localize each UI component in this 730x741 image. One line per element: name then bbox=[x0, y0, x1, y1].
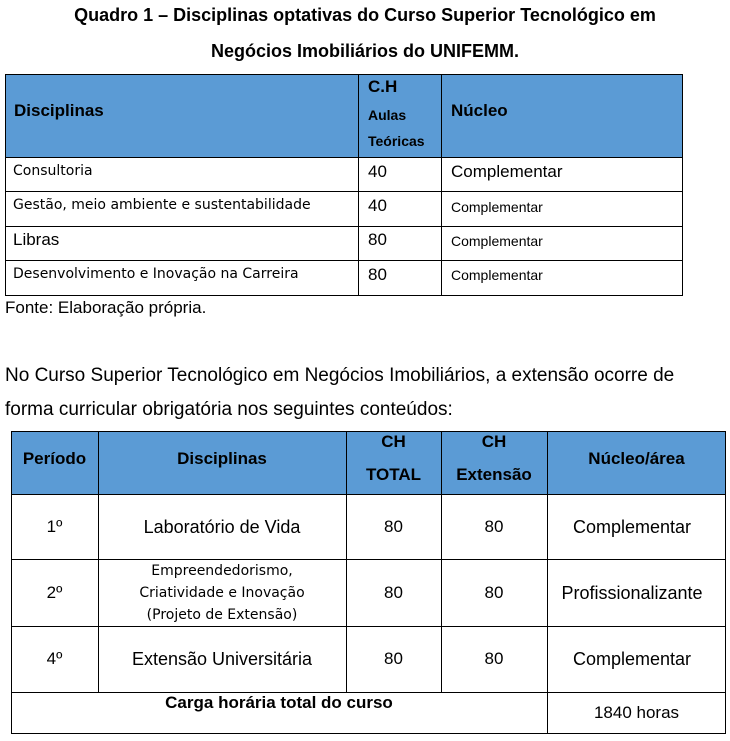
table2-row1-ch-total: 80 bbox=[384, 517, 403, 536]
table2-header-ch-total-l2: TOTAL bbox=[365, 465, 422, 484]
table1-row4-disciplina: Desenvolvimento e Inovação na Carreira bbox=[13, 266, 299, 282]
table2-row1-ch-extensao: 80 bbox=[484, 517, 504, 536]
table1-header-ch-aulas: Aulas bbox=[368, 107, 407, 123]
table1-row3-disciplina: Libras bbox=[13, 230, 60, 249]
table1-title-line1: Quadro 1 – Disciplinas optativas do Curso Superior Tecnológico em bbox=[74, 5, 656, 25]
table1-header-ch: C.H bbox=[368, 77, 398, 96]
table2-row2-disciplina-line1: Empreendedorismo, bbox=[151, 563, 293, 579]
table2-row1-disciplina: Laboratório de Vida bbox=[143, 517, 301, 537]
table2-header-ch-extensao-l1: CH bbox=[481, 432, 507, 451]
table2-row2-nucleo: Profissionalizante bbox=[561, 583, 703, 603]
table2-row1-nucleo: Complementar bbox=[572, 517, 692, 537]
table1-source-note: Fonte: Elaboração própria. bbox=[5, 298, 207, 317]
table2-row2-ch-total: 80 bbox=[384, 583, 403, 602]
table2-row3-periodo: 4º bbox=[46, 649, 63, 668]
table2-row2-disciplina-line2: Criatividade e Inovação bbox=[139, 585, 305, 601]
table1-header-nucleo: Núcleo bbox=[451, 101, 508, 120]
table2-row2-periodo: 2º bbox=[46, 583, 63, 602]
table1-row1-nucleo: Complementar bbox=[451, 162, 563, 181]
table2-row3-nucleo: Complementar bbox=[572, 649, 692, 669]
table1-row2-nucleo: Complementar bbox=[451, 199, 543, 215]
table1-row2-ch: 40 bbox=[368, 196, 387, 215]
extension-curriculum-table bbox=[0, 420, 730, 741]
optional-disciplines-table bbox=[0, 0, 730, 300]
table1-header-ch-teoricas: Teóricas bbox=[368, 133, 425, 149]
table2-row3-disciplina: Extensão Universitária bbox=[131, 649, 313, 669]
table1-header-disciplinas: Disciplinas bbox=[14, 101, 104, 120]
table2-header-nucleo: Núcleo/área bbox=[588, 449, 685, 468]
table1-title-line2: Negócios Imobiliários do UNIFEMM. bbox=[210, 41, 520, 61]
table2-row2-ch-extensao: 80 bbox=[484, 583, 504, 602]
table1-row2-disciplina: Gestão, meio ambiente e sustentabilidade bbox=[13, 197, 311, 213]
table1-row3-nucleo: Complementar bbox=[451, 233, 543, 249]
table1-row3-ch: 80 bbox=[368, 230, 387, 249]
table2-row3-ch-total: 80 bbox=[384, 649, 403, 668]
table1-row4-nucleo: Complementar bbox=[451, 267, 543, 283]
table2-header-disciplinas: Disciplinas bbox=[177, 449, 267, 468]
table1-row1-disciplina: Consultoria bbox=[13, 163, 93, 179]
table1-row4-ch: 80 bbox=[368, 265, 387, 284]
table2-total-label: Carga horária total do curso bbox=[165, 693, 393, 712]
table2-header-ch-extensao-l2: Extensão bbox=[456, 465, 532, 484]
paragraph-line2: forma curricular obrigatória nos seguintes conteúdos: bbox=[5, 399, 453, 420]
table1-row1-ch: 40 bbox=[368, 162, 387, 181]
table2-header-periodo: Período bbox=[22, 449, 87, 468]
table2-total-value: 1840 horas bbox=[593, 703, 680, 722]
paragraph-line1: No Curso Superior Tecnológico em Negócios Imobiliários, a extensão ocorre de bbox=[5, 365, 675, 386]
table2-row2-disciplina-line3: (Projeto de Extensão) bbox=[146, 607, 298, 623]
table2-row1-periodo: 1º bbox=[46, 517, 63, 536]
table2-row3-ch-extensao: 80 bbox=[484, 649, 504, 668]
table2-header-ch-total-l1: CH bbox=[381, 432, 406, 451]
